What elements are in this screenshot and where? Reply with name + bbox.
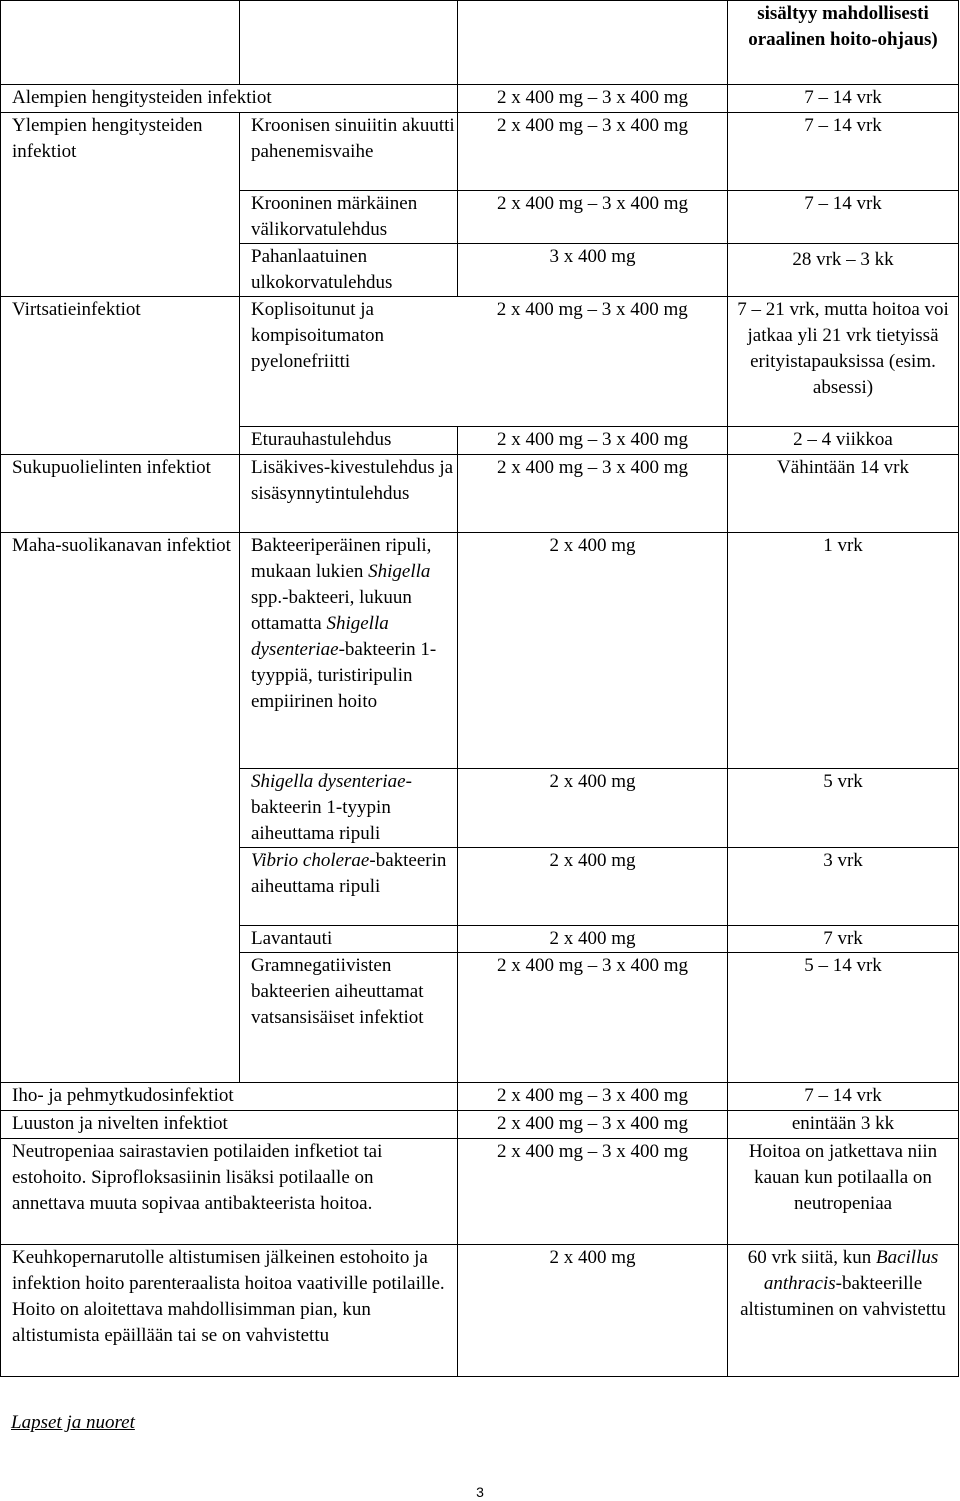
dose-cell: 2 x 400 mg – 3 x 400 mg [458, 1111, 728, 1139]
indication-label: Lisäkives-kivestulehdus ja sisäsynnytintulehdus [240, 455, 458, 533]
dose-cell: 2 x 400 mg – 3 x 400 mg [458, 85, 728, 113]
category-label: Sukupuolielinten infektiot [1, 455, 240, 533]
table-row [1, 1139, 959, 1245]
table-row [1, 427, 959, 455]
indication-label: Keuhkopernarutolle altistumisen jälkeinen estohoito ja infektion hoito parenteraalista hoitoa vaativille potilaille. Hoito on aloitettava mahdollisimman pian, kun altistumista epäillään tai se on vahvistettu [1, 1245, 458, 1377]
indication-label: Shigella dysenteriae-bakteerin 1-tyypin aiheuttama ripuli [240, 769, 458, 848]
dose-cell: 2 x 400 mg – 3 x 400 mg [458, 1139, 728, 1245]
indication-label: Lavantauti [240, 926, 458, 953]
dose-cell: 2 x 400 mg – 3 x 400 mg [458, 953, 728, 1083]
section-heading-link[interactable]: Lapset ja nuoret [11, 1412, 135, 1433]
indication-label: Pahanlaatuinen ulkokorvatulehdus [240, 244, 458, 297]
category-label: Virtsatieinfektiot [1, 297, 240, 427]
page-number: 3 [476, 1484, 484, 1500]
duration-cell: enintään 3 kk [728, 1111, 959, 1139]
table-row [1, 113, 959, 191]
indication-label: Krooninen märkäinen välikorvatulehdus [240, 191, 458, 244]
dose-cell: 2 x 400 mg [458, 926, 728, 953]
indication-label: Luuston ja nivelten infektiot [1, 1111, 458, 1139]
table-row [1, 85, 959, 113]
table-header-row [1, 1, 959, 85]
duration-cell: 7 – 14 vrk [728, 113, 959, 191]
duration-cell: 7 vrk [728, 926, 959, 953]
indication-label: Eturauhastulehdus [240, 427, 458, 455]
dose-cell: 2 x 400 mg [458, 848, 728, 926]
table-row [1, 297, 959, 427]
indication-label: Alempien hengitysteiden infektiot [1, 85, 458, 113]
indication-label: Bakteeriperäinen ripuli, mukaan lukien Shigella spp.-bakteeri, lukuun ottamatta Shigella dysenteriae-bakteerin 1-tyyppiä, turistiripulin empiirinen hoito [240, 533, 458, 769]
indication-label: Kroonisen sinuiitin akuutti pahenemisvaihe [240, 113, 458, 191]
category-label: Ylempien hengitysteiden infektiot [1, 113, 240, 297]
duration-cell: 3 vrk [728, 848, 959, 926]
duration-cell: Hoitoa on jatkettava niin kauan kun potilaalla on neutropeniaa [728, 1139, 959, 1245]
dose-cell: 3 x 400 mg [458, 244, 728, 297]
indication-label: Iho- ja pehmytkudosinfektiot [1, 1083, 458, 1111]
dose-cell: 2 x 400 mg – 3 x 400 mg [458, 427, 728, 455]
table-row [1, 1245, 959, 1377]
indication-label: Koplisoitunut ja kompisoitumaton pyelonefriitti [240, 297, 458, 427]
category-label: Maha-suolikanavan infektiot [1, 533, 240, 1083]
duration-cell: 28 vrk – 3 kk [728, 244, 959, 297]
duration-cell: 7 – 14 vrk [728, 85, 959, 113]
duration-cell: 2 – 4 viikkoa [728, 427, 959, 455]
dose-cell: 2 x 400 mg – 3 x 400 mg [458, 191, 728, 244]
duration-cell: 60 vrk siitä, kun Bacillus anthracis-bakteerille altistuminen on vahvistettu [728, 1245, 959, 1377]
indication-label: Gramnegatiivisten bakteerien aiheuttamat vatsansisäiset infektiot [240, 953, 458, 1083]
duration-cell: 5 – 14 vrk [728, 953, 959, 1083]
indication-label: Neutropeniaa sairastavien potilaiden infketiot tai estohoito. Siprofloksasiinin lisäksi potilaalle on annettava muuta sopivaa antibakteerista hoitoa. [1, 1139, 458, 1245]
dose-cell: 2 x 400 mg [458, 1245, 728, 1377]
duration-cell: 1 vrk [728, 533, 959, 769]
table-row [1, 1111, 959, 1139]
duration-cell: 5 vrk [728, 769, 959, 848]
indication-label: Vibrio cholerae-bakteerin aiheuttama ripuli [240, 848, 458, 926]
table-row [1, 533, 959, 769]
table-row [1, 455, 959, 533]
duration-cell: 7 – 14 vrk [728, 191, 959, 244]
duration-cell: Vähintään 14 vrk [728, 455, 959, 533]
dose-cell: 2 x 400 mg – 3 x 400 mg [458, 297, 728, 427]
duration-cell: 7 – 21 vrk, mutta hoitoa voi jatkaa yli 21 vrk tietyissä erityistapauksissa (esim. absessi) [728, 297, 959, 427]
table-row [1, 1083, 959, 1111]
dose-cell: 2 x 400 mg [458, 533, 728, 769]
dose-cell: 2 x 400 mg [458, 769, 728, 848]
duration-cell: 7 – 14 vrk [728, 1083, 959, 1111]
dose-cell: 2 x 400 mg – 3 x 400 mg [458, 455, 728, 533]
dose-cell: 2 x 400 mg – 3 x 400 mg [458, 113, 728, 191]
dose-cell: 2 x 400 mg – 3 x 400 mg [458, 1083, 728, 1111]
duration-header: sisältyy mahdollisesti oraalinen hoito-ohjaus) [728, 1, 959, 85]
